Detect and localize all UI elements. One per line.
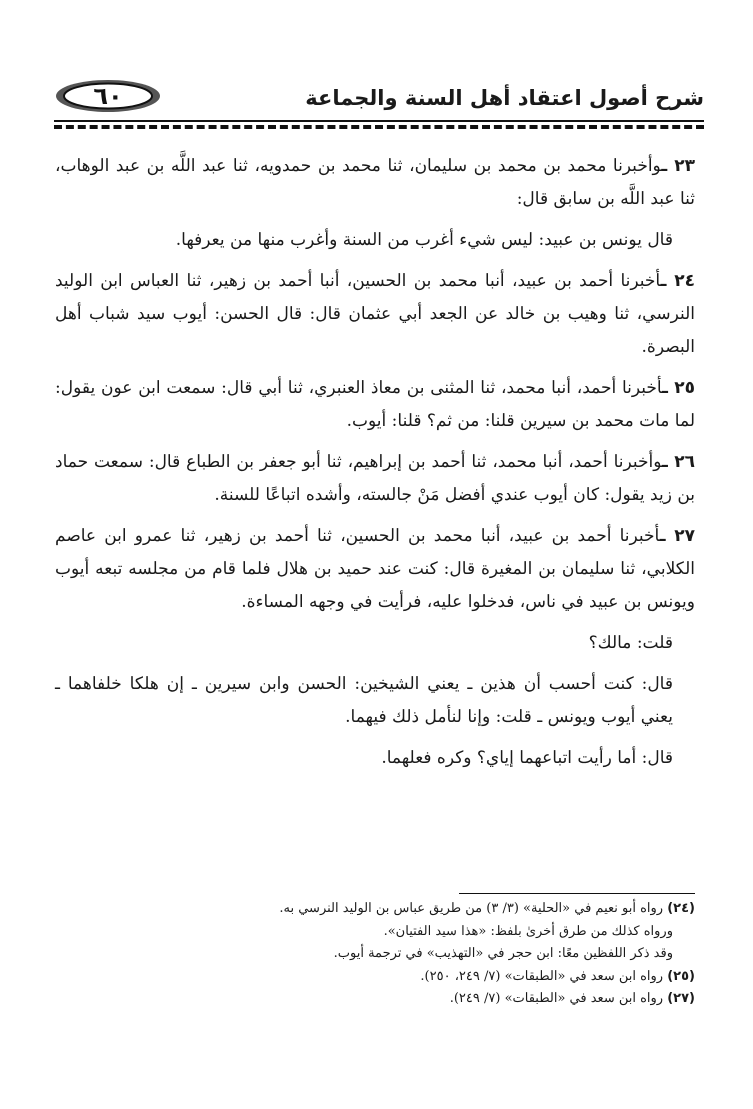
footnote-25 [95,966,695,989]
paragraph-23-quote [55,224,695,257]
hadith-number: ٢٤ ـ [660,271,695,291]
footnote-24-continued [95,921,695,944]
hadith-number: ٢٥ ـ [662,378,695,398]
paragraph-text: قلت: مالك؟ [588,633,673,653]
paragraph-27-closing [55,742,695,775]
page-number-badge [54,78,162,114]
footnotes [95,898,695,1011]
paragraph-24 [55,265,695,364]
hadith-number: ٢٧ ـ [659,526,695,546]
paragraph-text: وأخبرنا أحمد، أنبا محمد، ثنا أحمد بن إبراهيم، ثنا أبو جعفر بن الطباع قال: سمعت حماد بن زيد يقول: كان أيوب عندي أفضل مَنْ جالسته، وأشده اتباعًا للسنة. [55,452,695,505]
paragraph-text: أخبرنا أحمد بن عبيد، أنبا محمد بن الحسين، أنبا أحمد بن زهير، ثنا العباس ابن الوليد النرسي، ثنا وهيب بن خالد عن الجعد أبي عثمان قال: قال الحسن: أيوب سيد شباب أهل البصرة. [55,271,695,357]
footnote-text: وقد ذكر اللفظين معًا: ابن حجر في «التهذيب» في ترجمة أيوب. [333,946,673,961]
paragraph-text: قال: أما رأيت اتباعهما إياي؟ وكره فعلهما. [381,748,673,768]
hadith-number: ٢٣ ـ [661,156,696,176]
divider-line [54,120,704,122]
footnote-number: (٢٥) [667,968,695,984]
paragraph-27-question [55,627,695,660]
paragraph-23 [55,150,695,216]
paragraph-text: أخبرنا أحمد، أنبا محمد، ثنا المثنى بن معاذ العنبري، ثنا أبي قال: سمعت ابن عون يقول: لما مات محمد بن سيرين قلنا: من ثم؟ قلنا: أيوب. [55,378,695,431]
footnote-text: رواه أبو نعيم في «الحلية» (٣/ ٣) من طريق عباس بن الوليد النرسي به. [279,901,664,916]
footnote-text: ورواه كذلك من طرق أخرىٰ بلفظ: «هذا سيد الفتيان». [383,923,673,939]
paragraph-text: أخبرنا أحمد بن عبيد، أنبا محمد بن الحسين، ثنا أحمد بن زهير، ثنا عمرو ابن عاصم الكلابي، ثنا سليمان بن المغيرة قال: كنت عند حميد بن هلال فلما قام من مجلسه تبعه أيوب ويونس بن عبيد في ناس، فدخلوا عليه، فرأيت في وجهه المساءة. [55,526,695,612]
page-number: ٦٠ [93,82,123,110]
divider-dashed-line [54,125,704,129]
paragraph-text: وأخبرنا محمد بن محمد بن سليمان، ثنا محمد بن حمدويه، ثنا عبد اللَّه بن عبد الوهاب، ثنا عبد اللَّه بن سابق قال: [55,156,695,209]
paragraph-25 [55,372,695,438]
paragraph-text: قال: كنت أحسب أن هذين ـ يعني الشيخين: الحسن وابن سيرين ـ إن هلكا خلفاهما ـ يعني أيوب ويونس ـ قلت: وإنا لنأمل ذلك فيهما. [55,674,673,727]
paragraph-26 [55,446,695,512]
footnote-24-note [95,943,695,966]
running-title: شرح أصول اعتقاد أهل السنة والجماعة [305,86,704,110]
footnote-separator [459,893,695,894]
footnote-number: (٢٧) [667,991,695,1006]
paragraph-text: قال يونس بن عبيد: ليس شيء أغرب من السنة وأغرب منها من يعرفها. [175,230,673,250]
footnote-number: (٢٤) [667,901,695,916]
footnote-text: رواه ابن سعد في «الطبقات» (٧/ ٢٤٩). [449,991,664,1006]
header-divider [54,120,704,132]
footnote-27 [95,988,695,1011]
paragraph-27-answer [55,668,695,734]
footnote-text: رواه ابن سعد في «الطبقات» (٧/ ٢٤٩، ٢٥٠). [420,968,664,984]
page-header [54,78,704,118]
main-text [55,150,695,783]
footnote-24 [95,898,695,921]
paragraph-27 [55,520,695,619]
hadith-number: ٢٦ ـ [662,452,696,472]
